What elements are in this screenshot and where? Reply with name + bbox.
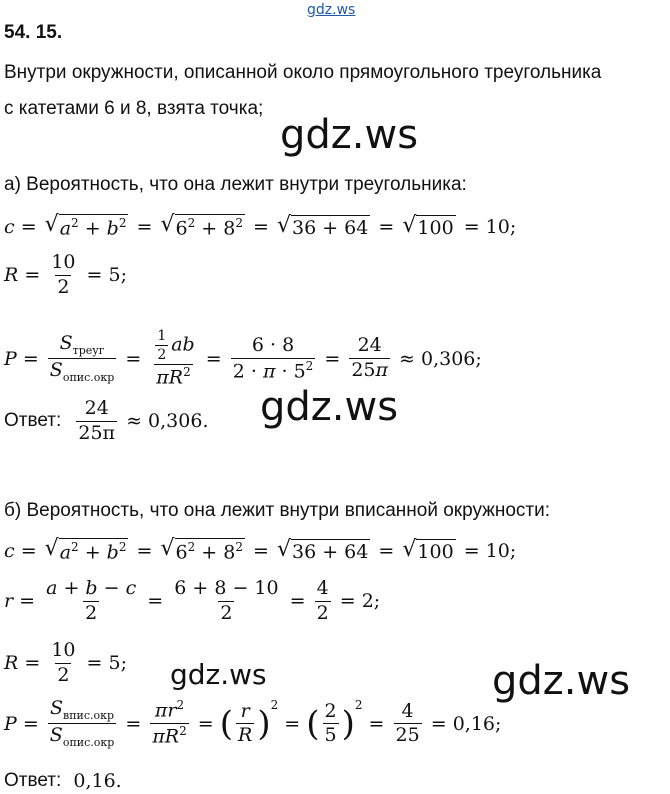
answer-a-value: ≈ 0,306.: [126, 410, 209, 433]
problem-statement-line1: Внутри окружности, описанной около прямоугольного треугольника: [4, 62, 602, 83]
watermark-main-4: gdz.ws: [492, 658, 631, 704]
part-b-heading: б) Вероятность, что она лежит внутри вписанной окружности:: [4, 500, 551, 521]
problem-number: 54. 15.: [4, 22, 63, 43]
equation-hypotenuse-b: c = √ $a^2 + b^2$ = √ $6^2 + 8^2$ = √ 36 + 64 = √ 100 = 10;: [4, 536, 517, 564]
answer-a: Ответ: $\frac{24}{25\pi}$ ≈ 0,306.: [4, 397, 209, 444]
problem-statement-line2: с катетами 6 и 8, взята точка;: [4, 98, 264, 119]
equation-radius-b: R = $\frac{10}{2}$ = 5;: [4, 639, 127, 686]
answer-b-label: Ответ:: [4, 770, 62, 791]
watermark-top: gdz.ws: [307, 2, 356, 18]
answer-a-label: Ответ:: [4, 410, 62, 432]
equation-hypotenuse-a: c = √ $a^2 + b^2$ = √ $6^2 + 8^2$ = √ 36 + 64 = √ 100 = 10;: [4, 212, 517, 240]
answer-b: [4, 770, 122, 792]
equation-inradius-b: r = $\frac{a + b - c}{2}$ = $\frac{6 + 8 - 10}{2}$ = $\frac{4}{2}$ = 2;: [4, 577, 381, 624]
equation-probability-b: P = $\frac{S_{впис.окр}}{S_{опис.окр}}$ = $\frac{\pi r^2}{\pi R^2}$ = ( $\frac{r}{R}$ ) $^2$ = ( $\frac{2}{5}$ ) $^2$ = $\frac{4}{25}$ = 0,16;: [4, 697, 502, 750]
watermark-main-3: gdz.ws: [170, 658, 267, 691]
answer-b-value: 0,16.: [73, 770, 122, 792]
equation-probability-a: P = $\frac{S_{треуг}}{S_{опис.окр}}$ = $\frac{1}{2}$ ab $\pi R^2$ = $\frac{6 \cdot 8}{2 \cdot \pi \cdot 5^2}$ = $\frac{24}{25\pi}$ ≈ 0,306;: [4, 328, 482, 389]
watermark-main-2: gdz.ws: [260, 384, 399, 430]
watermark-main-1: gdz.ws: [280, 112, 419, 158]
equation-radius-a: R = $\frac{10}{2}$ = 5;: [4, 251, 127, 298]
part-a-heading: а) Вероятность, что она лежит внутри треугольника:: [4, 174, 467, 195]
